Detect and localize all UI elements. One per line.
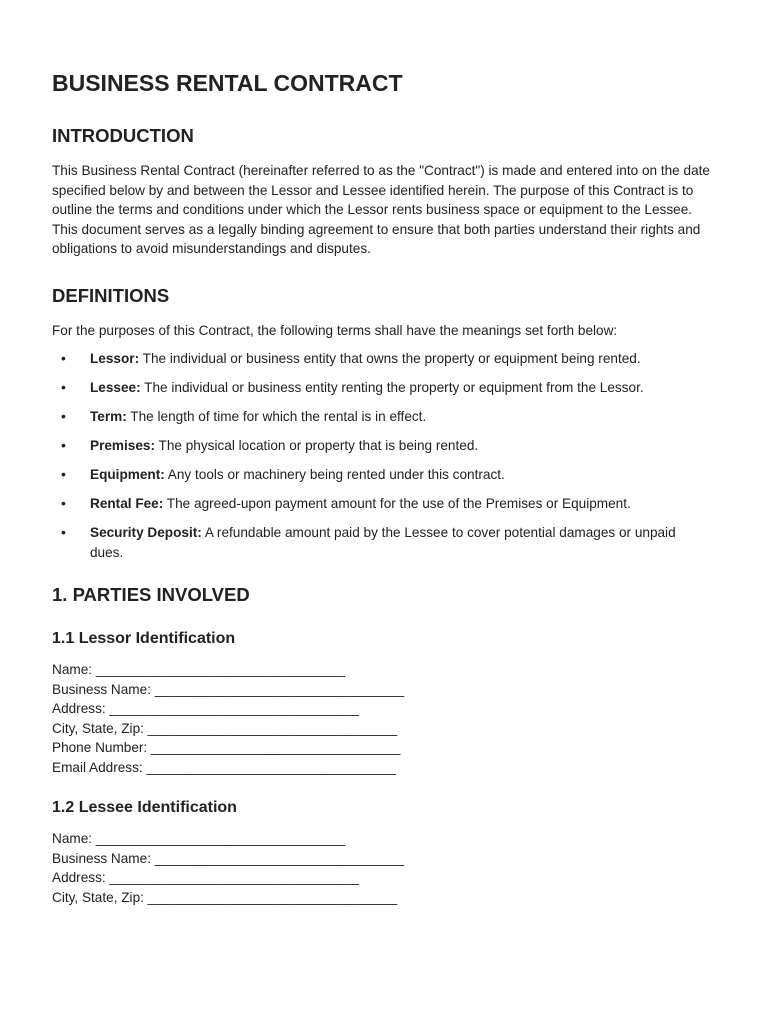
introduction-heading: INTRODUCTION — [52, 125, 194, 146]
bullet-icon: • — [61, 524, 66, 540]
definition-text: A refundable amount paid by the Lessee to cover potential damages or unpaid dues. — [90, 525, 676, 560]
definition-item-premises — [52, 436, 710, 456]
definition-item-term — [52, 407, 710, 427]
definitions-heading: DEFINITIONS — [52, 284, 170, 306]
definition-item-lessee — [52, 378, 710, 398]
lessee-address-field: Address: _________________________________ — [52, 870, 359, 885]
definition-term: Rental Fee: — [90, 496, 164, 511]
definition-text: The individual or business entity that owns the property or equipment being rented. — [139, 351, 641, 366]
definition-text: The length of time for which the rental is in effect. — [126, 409, 427, 424]
lessor-email-address-field: Email Address: _________________________________ — [52, 759, 396, 775]
bullet-icon: • — [61, 379, 66, 395]
lessor-name-field: Name: _________________________________ — [52, 662, 346, 677]
definition-item-lessor — [52, 349, 710, 369]
definition-text: The physical location or property that is being rented. — [155, 438, 479, 453]
lessor-address-field: Address: _________________________________ — [52, 701, 359, 716]
bullet-icon: • — [61, 495, 66, 511]
lessee-name-field: Name: _________________________________ — [52, 831, 346, 846]
lessee-fields — [52, 829, 710, 907]
document-title: BUSINESS RENTAL CONTRACT — [52, 70, 403, 96]
bullet-icon: • — [61, 408, 66, 424]
definition-term: Equipment: — [90, 467, 165, 482]
definition-term: Premises: — [90, 438, 155, 453]
bullet-icon: • — [61, 437, 66, 453]
definition-text: The agreed-upon payment amount for the use of the Premises or Equipment. — [163, 496, 631, 511]
lessor-city-state-zip-field: City, State, Zip: _________________________________ — [52, 720, 398, 736]
definition-term: Lessor: — [90, 351, 140, 366]
definition-item-equipment — [52, 465, 710, 485]
lessor-fields — [52, 660, 710, 777]
lessor-phone-number-field: Phone Number: _________________________________ — [52, 740, 401, 755]
lessee-business-name-field: Business Name: _________________________________ — [52, 850, 405, 866]
definition-text: The individual or business entity renting the property or equipment from the Lessor. — [140, 380, 644, 395]
definitions-intro: For the purposes of this Contract, the following terms shall have the meanings set forth below: — [52, 322, 618, 338]
bullet-icon: • — [61, 466, 66, 482]
lessee-identification-heading: 1.2 Lessee Identification — [52, 799, 237, 816]
lessor-identification-heading: 1.1 Lessor Identification — [52, 630, 236, 647]
definition-item-security-deposit — [52, 523, 710, 562]
definition-term: Security Deposit: — [90, 525, 202, 540]
parties-heading: 1. PARTIES INVOLVED — [52, 584, 250, 605]
bullet-icon: • — [61, 350, 66, 366]
definition-term: Term: — [90, 409, 127, 424]
definition-item-rental-fee — [52, 494, 710, 514]
introduction-body: This Business Rental Contract (hereinafter referred to as the "Contract") is made and entered into on the date specified below by and between the Lessor and Lessee identified herein. The purpose of this Contract is to outline the terms and conditions under which the Lessor rents business space or equipment to the Lessee. This document serves as a legally binding agreement to ensure that both parties understand their rights and obligations to avoid misunderstandings and disputes. — [52, 163, 710, 256]
definitions-list — [52, 349, 710, 562]
lessee-city-state-zip-field: City, State, Zip: _________________________________ — [52, 889, 398, 905]
lessor-business-name-field: Business Name: _________________________________ — [52, 681, 405, 697]
definition-term: Lessee: — [90, 380, 141, 395]
definition-text: Any tools or machinery being rented under this contract. — [164, 467, 505, 482]
